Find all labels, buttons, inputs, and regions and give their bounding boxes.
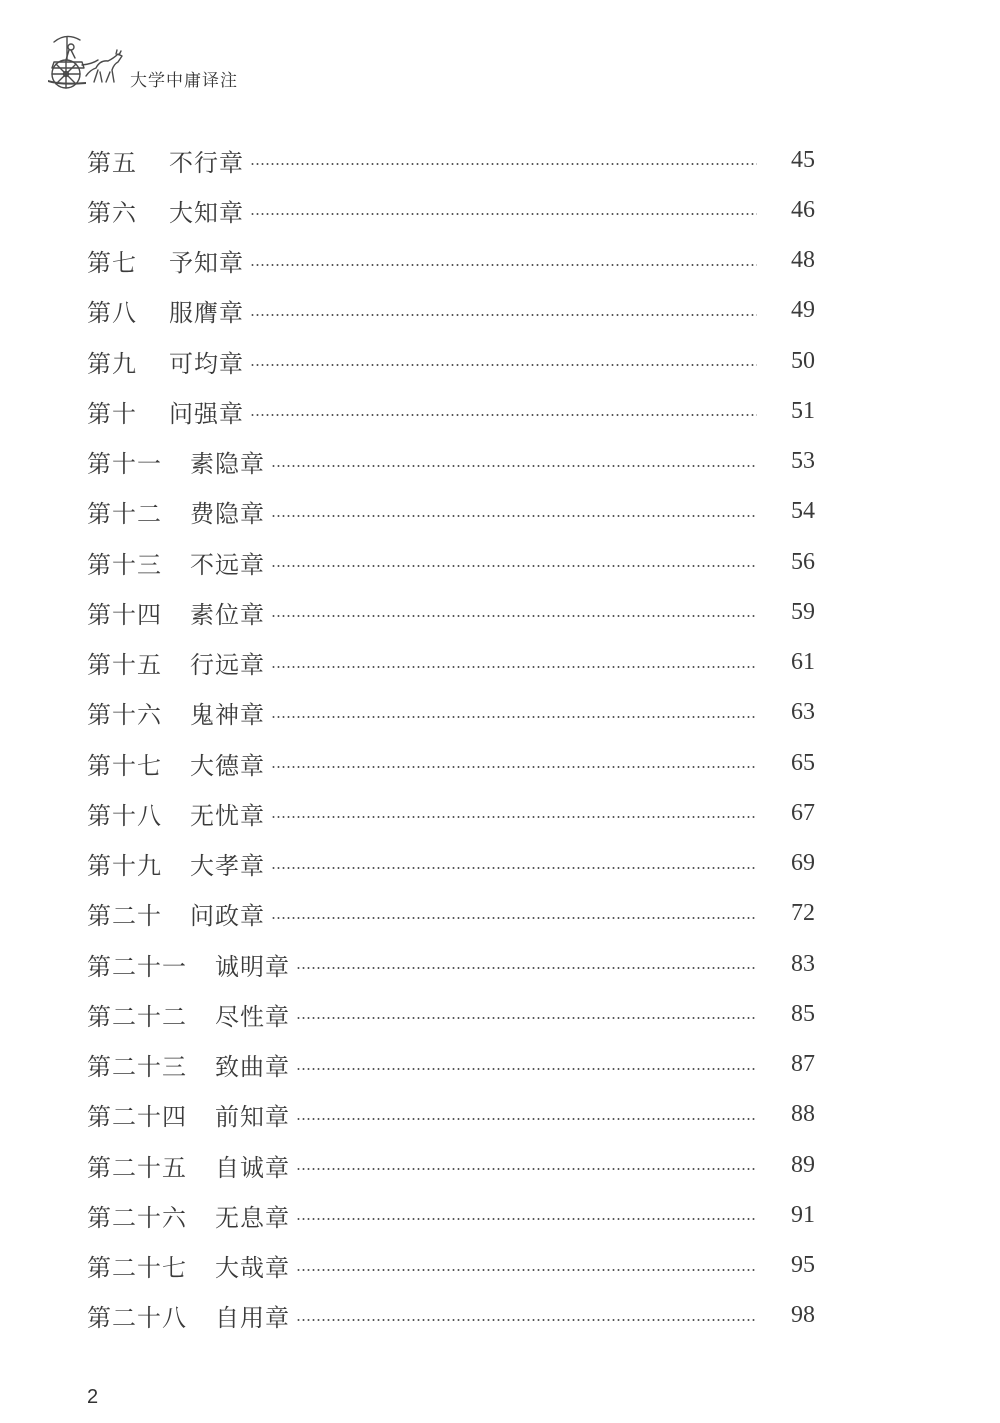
toc-entry[interactable] xyxy=(87,185,815,235)
toc-entry[interactable] xyxy=(87,688,815,738)
chapter-number: 第十六 xyxy=(87,701,162,730)
chapter-page-number: 69 xyxy=(791,850,815,877)
dot-leader xyxy=(271,917,757,919)
dot-leader xyxy=(271,816,757,818)
dot-leader xyxy=(271,515,757,517)
dot-leader xyxy=(250,414,757,416)
book-title: 大学中庸译注 xyxy=(130,71,238,91)
chapter-title: 大知章 xyxy=(169,198,244,227)
chapter-number: 第十一 xyxy=(87,450,162,479)
chapter-number: 第十 xyxy=(87,399,137,428)
chapter-title: 素位章 xyxy=(190,600,265,629)
toc-entry[interactable] xyxy=(87,487,815,537)
chapter-title: 大德章 xyxy=(190,751,265,780)
toc-entry[interactable] xyxy=(87,1040,815,1090)
chapter-page-number: 48 xyxy=(791,247,815,274)
chapter-number: 第十五 xyxy=(87,651,162,680)
toc-entry[interactable] xyxy=(87,1190,815,1240)
chapter-number: 第二十二 xyxy=(87,1002,187,1031)
chapter-number: 第十四 xyxy=(87,600,162,629)
dot-leader xyxy=(250,213,757,215)
dot-leader xyxy=(271,615,757,617)
dot-leader xyxy=(296,1218,757,1220)
chapter-title: 予知章 xyxy=(169,249,244,278)
chapter-title: 不行章 xyxy=(169,148,244,177)
chapter-number: 第十九 xyxy=(87,852,162,881)
chapter-title: 自用章 xyxy=(215,1304,290,1333)
toc-entry[interactable] xyxy=(87,1090,815,1140)
dot-leader xyxy=(250,264,757,266)
toc-entry[interactable] xyxy=(87,286,815,336)
chapter-title: 不远章 xyxy=(190,550,265,579)
chapter-title: 素隐章 xyxy=(190,450,265,479)
toc-entry[interactable] xyxy=(87,939,815,989)
chapter-number: 第十八 xyxy=(87,801,162,830)
chapter-title: 费隐章 xyxy=(190,500,265,529)
dot-leader xyxy=(296,1017,757,1019)
chapter-title: 诚明章 xyxy=(215,952,290,981)
dot-leader xyxy=(271,565,757,567)
toc-entry[interactable] xyxy=(87,839,815,889)
chapter-number: 第二十八 xyxy=(87,1304,187,1333)
dot-leader xyxy=(250,314,757,316)
toc-entry[interactable] xyxy=(87,537,815,587)
running-header xyxy=(40,28,440,98)
chapter-title: 无息章 xyxy=(215,1203,290,1232)
chapter-title: 尽性章 xyxy=(215,1002,290,1031)
chapter-page-number: 54 xyxy=(791,498,815,525)
chapter-page-number: 85 xyxy=(791,1000,815,1027)
chapter-title: 鬼神章 xyxy=(190,701,265,730)
chapter-page-number: 59 xyxy=(791,598,815,625)
chapter-number: 第六 xyxy=(87,198,137,227)
chapter-number: 第八 xyxy=(87,299,137,328)
chapter-number: 第二十一 xyxy=(87,952,187,981)
chapter-title: 可均章 xyxy=(169,349,244,378)
dot-leader xyxy=(271,867,757,869)
chapter-title: 大孝章 xyxy=(190,852,265,881)
chapter-page-number: 51 xyxy=(791,397,815,424)
toc-entry[interactable] xyxy=(87,788,815,838)
toc-entry[interactable] xyxy=(87,135,815,185)
chapter-page-number: 50 xyxy=(791,347,815,374)
chapter-page-number: 83 xyxy=(791,950,815,977)
toc-entry[interactable] xyxy=(87,236,815,286)
chapter-title: 大哉章 xyxy=(215,1254,290,1283)
dot-leader xyxy=(296,1168,757,1170)
dot-leader xyxy=(296,1118,757,1120)
chapter-number: 第七 xyxy=(87,249,137,278)
chapter-number: 第十三 xyxy=(87,550,162,579)
chapter-page-number: 88 xyxy=(791,1101,815,1128)
dot-leader xyxy=(271,716,757,718)
chapter-title: 无忧章 xyxy=(190,801,265,830)
chapter-page-number: 72 xyxy=(791,900,815,927)
toc-entry[interactable] xyxy=(87,738,815,788)
chapter-title: 问政章 xyxy=(190,902,265,931)
chapter-title: 自诚章 xyxy=(215,1153,290,1182)
chapter-number: 第五 xyxy=(87,148,137,177)
chapter-page-number: 98 xyxy=(791,1302,815,1329)
chapter-title: 行远章 xyxy=(190,651,265,680)
toc-entry[interactable] xyxy=(87,587,815,637)
chapter-title: 服膺章 xyxy=(169,299,244,328)
dot-leader xyxy=(271,465,757,467)
dot-leader xyxy=(296,967,757,969)
toc-entry[interactable] xyxy=(87,1241,815,1291)
dot-leader xyxy=(250,163,757,165)
chapter-number: 第二十五 xyxy=(87,1153,187,1182)
chapter-number: 第十二 xyxy=(87,500,162,529)
dot-leader xyxy=(296,1319,757,1321)
toc-entry[interactable] xyxy=(87,989,815,1039)
toc-entry[interactable] xyxy=(87,386,815,436)
toc-entry[interactable] xyxy=(87,437,815,487)
dot-leader xyxy=(296,1068,757,1070)
chapter-title: 致曲章 xyxy=(215,1053,290,1082)
chapter-page-number: 91 xyxy=(791,1201,815,1228)
chapter-page-number: 67 xyxy=(791,799,815,826)
chapter-number: 第九 xyxy=(87,349,137,378)
toc-entry[interactable] xyxy=(87,336,815,386)
chapter-page-number: 56 xyxy=(791,548,815,575)
chapter-title: 问强章 xyxy=(169,399,244,428)
dot-leader xyxy=(250,364,757,366)
chapter-number: 第二十 xyxy=(87,902,162,931)
chapter-page-number: 65 xyxy=(791,749,815,776)
toc-entry[interactable] xyxy=(87,1291,815,1341)
toc-entry[interactable] xyxy=(87,889,815,939)
chapter-page-number: 45 xyxy=(791,146,815,173)
chapter-page-number: 49 xyxy=(791,297,815,324)
chapter-number: 第十七 xyxy=(87,751,162,780)
chapter-page-number: 95 xyxy=(791,1252,815,1279)
dot-leader xyxy=(271,766,757,768)
chapter-page-number: 46 xyxy=(791,196,815,223)
chapter-page-number: 61 xyxy=(791,649,815,676)
chapter-number: 第二十四 xyxy=(87,1103,187,1132)
page-number: 2 xyxy=(87,1386,99,1408)
chapter-number: 第二十六 xyxy=(87,1203,187,1232)
table-of-contents xyxy=(87,135,815,1341)
chariot-icon xyxy=(40,28,125,94)
chapter-page-number: 89 xyxy=(791,1151,815,1178)
toc-entry[interactable] xyxy=(87,1140,815,1190)
chapter-page-number: 87 xyxy=(791,1051,815,1078)
dot-leader xyxy=(296,1269,757,1271)
chapter-number: 第二十三 xyxy=(87,1053,187,1082)
dot-leader xyxy=(271,666,757,668)
chapter-page-number: 53 xyxy=(791,448,815,475)
chapter-title: 前知章 xyxy=(215,1103,290,1132)
chapter-number: 第二十七 xyxy=(87,1254,187,1283)
chapter-page-number: 63 xyxy=(791,699,815,726)
toc-entry[interactable] xyxy=(87,638,815,688)
